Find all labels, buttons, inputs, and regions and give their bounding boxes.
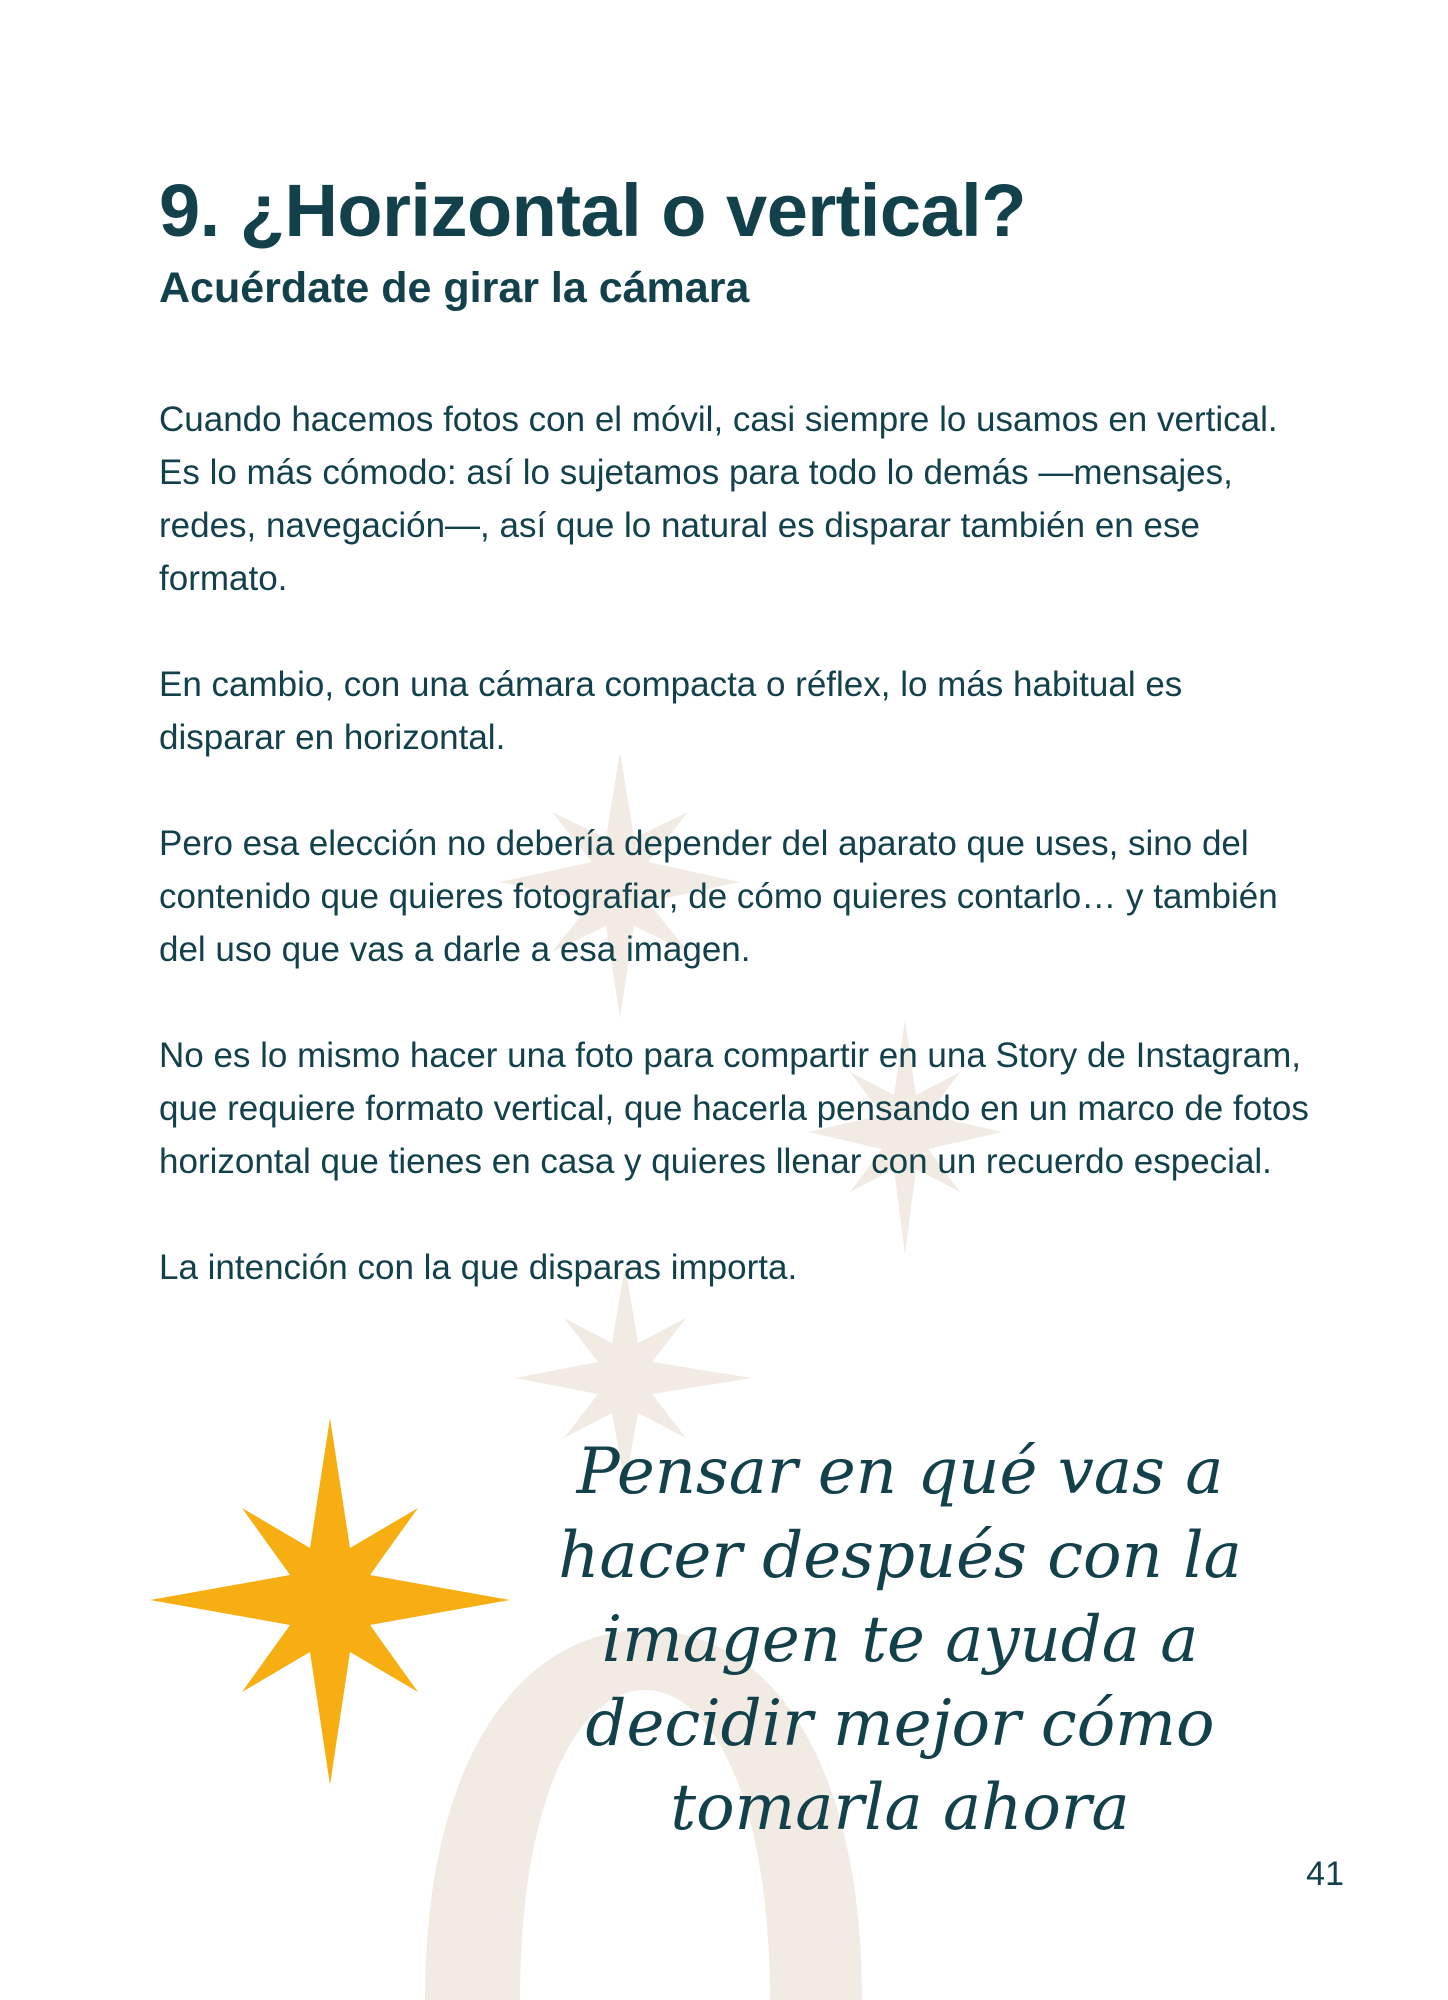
paragraph: En cambio, con una cámara compacta o réflex, lo más habitual es disparar en horizontal.	[159, 664, 1183, 757]
paragraph: No es lo mismo hacer una foto para compartir en una Story de Instagram, que requiere formato vertical, que hacerla pensando en un marco de fotos horizontal que tienes en casa y quieres llenar con un recuerdo especial.	[159, 1035, 1309, 1181]
body-text	[159, 393, 1309, 1294]
sparkle-star-icon	[150, 1418, 510, 1785]
page-subtitle: Acuérdate de girar la cámara	[159, 264, 750, 313]
paragraph: Cuando hacemos fotos con el móvil, casi siempre lo usamos en vertical. Es lo más cómodo: así lo sujetamos para todo lo demás —mensajes, redes, navegación—, así que lo natural es disparar también en ese formato.	[159, 399, 1278, 598]
paragraph: La intención con la que disparas importa.	[159, 1247, 798, 1287]
paragraph: Pero esa elección no debería depender del aparato que uses, sino del contenido que quieres fotografiar, de cómo quieres contarlo… y también del uso que vas a darle a esa imagen.	[159, 823, 1278, 969]
pull-quote: Pensar en qué vas a hacer después con la imagen te ayuda a decidir mejor cómo tomarla ahora	[558, 1435, 1242, 1845]
main-content	[159, 170, 1309, 1347]
page-title: 9. ¿Horizontal o vertical?	[159, 169, 1026, 252]
page-number: 41	[1306, 1855, 1344, 1893]
